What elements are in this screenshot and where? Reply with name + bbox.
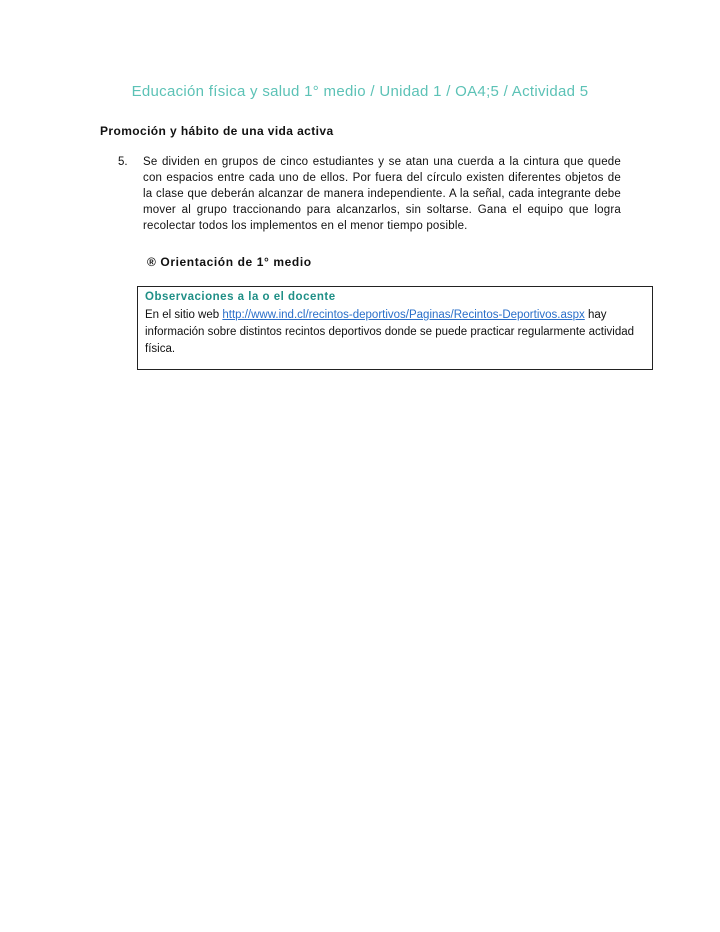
recintos-link[interactable]: http://www.ind.cl/recintos-deportivos/Paginas/Recintos-Deportivos.aspx (222, 309, 585, 321)
page-title: Educación física y salud 1° medio / Unidad 1 / OA4;5 / Actividad 5 (131, 83, 589, 100)
orientation-text: Orientación de 1° medio (160, 255, 312, 269)
notes-prefix: En el sitio web (145, 309, 223, 321)
section-heading: Promoción y hábito de una vida activa (100, 124, 334, 138)
notes-suffix: hay información sobre distintos recintos deportivos donde se puede practicar regularmente actividad física. (145, 309, 635, 355)
activity-number: 5. (118, 156, 128, 168)
registered-icon: ® (147, 255, 157, 269)
activity-item (118, 154, 621, 234)
notes-title: Observaciones a la o el docente (145, 291, 336, 303)
activity-text: Se dividen en grupos de cinco estudiantes y se atan una cuerda a la cintura que quede con espacios entre cada uno de ellos. Por fuera del círculo existen diferentes objetos de la clase que deberán alcanzar de manera independiente. A la señal, cada integrante debe mover al grupo traccionando para alcanzarlos, sin soltarse. Gana el equipo que logra recolectar todos los implementos en el menor tiempo posible. (143, 156, 621, 232)
teacher-notes-box (137, 286, 653, 370)
orientation-label (147, 255, 312, 269)
notes-body (145, 307, 645, 358)
